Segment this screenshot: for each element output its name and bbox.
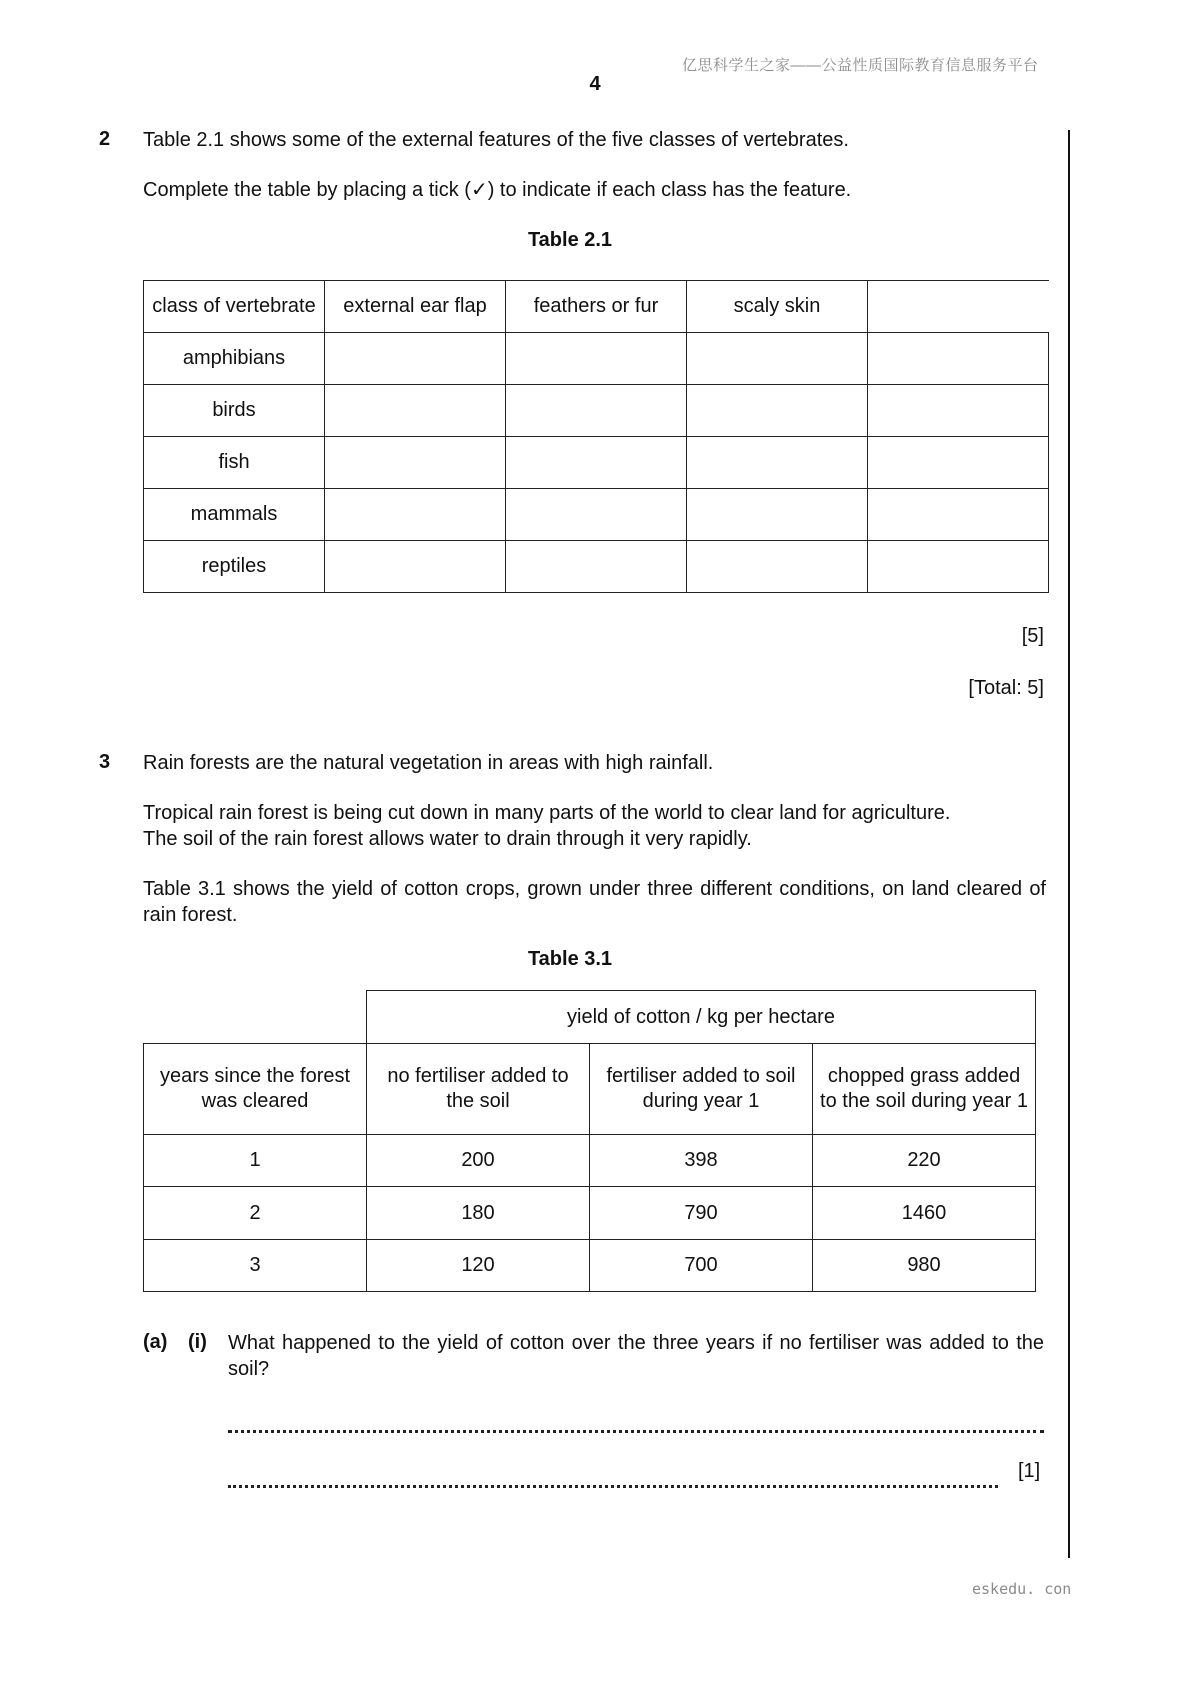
tick-cell[interactable] <box>325 385 506 437</box>
tick-cell[interactable] <box>325 489 506 541</box>
tick-cell[interactable] <box>868 437 1049 489</box>
tick-cell[interactable] <box>506 437 687 489</box>
question-3-para1: Rain forests are the natural vegetation in areas with high rainfall. <box>143 752 714 774</box>
table-cell: 1 <box>144 1135 367 1187</box>
table-cell: 180 <box>367 1187 590 1240</box>
table-row <box>144 489 1049 541</box>
question-2-total: [Total: 5] <box>968 677 1044 699</box>
vertebrate-class: mammals <box>144 489 325 541</box>
vertebrate-class: fish <box>144 437 325 489</box>
part-i-label: (i) <box>188 1331 207 1353</box>
table-header-cell: no fertiliser added to the soil <box>367 1044 590 1135</box>
tick-cell[interactable] <box>868 489 1049 541</box>
table-cell: 120 <box>367 1240 590 1292</box>
yield-group-header: yield of cotton / kg per hectare <box>367 991 1036 1044</box>
tick-cell[interactable] <box>506 489 687 541</box>
part-a-i-mark: [1] <box>1018 1460 1041 1482</box>
table-row <box>144 385 1049 437</box>
vertebrate-class: amphibians <box>144 333 325 385</box>
table-header-cell: years since the forest was cleared <box>144 1044 367 1135</box>
table-cell: 700 <box>590 1240 813 1292</box>
tick-cell[interactable] <box>868 541 1049 593</box>
answer-line[interactable] <box>228 1430 1044 1433</box>
tick-cell[interactable] <box>687 333 868 385</box>
vertebrate-class: reptiles <box>144 541 325 593</box>
tick-cell[interactable] <box>687 437 868 489</box>
table-header-cell: fertiliser added to soil during year 1 <box>590 1044 813 1135</box>
tick-cell[interactable] <box>868 385 1049 437</box>
table-header-cell: scaly skin <box>687 281 868 333</box>
question-2-intro: Table 2.1 shows some of the external features of the five classes of vertebrates. <box>143 129 849 151</box>
question-3-para2-line2: The soil of the rain forest allows water to drain through it very rapidly. <box>143 828 752 850</box>
question-2-mark: [5] <box>1021 625 1044 647</box>
table-group-header-row <box>144 991 1036 1044</box>
table-header-cell: class of vertebrate <box>144 281 325 333</box>
table-cell: 1460 <box>813 1187 1036 1240</box>
table-cell: 790 <box>590 1187 813 1240</box>
question-2-number: 2 <box>99 128 111 150</box>
margin-rule <box>1068 130 1070 1558</box>
table-3-1 <box>143 990 1036 1292</box>
table-header-row <box>144 281 1049 333</box>
table-row <box>144 437 1049 489</box>
question-3-number: 3 <box>99 751 111 773</box>
table-header-cell: chopped grass added to the soil during year 1 <box>813 1044 1036 1135</box>
tick-cell[interactable] <box>868 333 1049 385</box>
table-row <box>144 1187 1036 1240</box>
table-header-row <box>144 1044 1036 1135</box>
table-header-cell: external ear flap <box>325 281 506 333</box>
table-2-1 <box>143 280 1049 593</box>
tick-cell[interactable] <box>687 489 868 541</box>
footer-watermark: eskedu. con <box>972 1580 1072 1598</box>
table-cell: 200 <box>367 1135 590 1187</box>
tick-cell[interactable] <box>325 437 506 489</box>
page-number: 4 <box>589 73 601 95</box>
table-3-1-caption: Table 3.1 <box>527 948 613 970</box>
answer-line[interactable] <box>228 1485 998 1488</box>
table-cell: 3 <box>144 1240 367 1292</box>
table-row <box>144 333 1049 385</box>
table-2-1-caption: Table 2.1 <box>527 229 613 251</box>
tick-cell[interactable] <box>325 333 506 385</box>
table-row <box>144 541 1049 593</box>
part-a-label: (a) <box>143 1331 168 1353</box>
tick-cell[interactable] <box>687 385 868 437</box>
tick-cell[interactable] <box>506 385 687 437</box>
table-row <box>144 1240 1036 1292</box>
table-header-cell-blank <box>868 281 1049 333</box>
tick-cell[interactable] <box>325 541 506 593</box>
table-cell: 220 <box>813 1135 1036 1187</box>
table-header-cell: feathers or fur <box>506 281 687 333</box>
tick-cell[interactable] <box>506 541 687 593</box>
question-3-para2-line1: Tropical rain forest is being cut down in many parts of the world to clear land for agriculture. <box>143 802 951 824</box>
question-2-instruction: Complete the table by placing a tick (✓) to indicate if each class has the feature. <box>143 179 852 201</box>
table-row <box>144 1135 1036 1187</box>
question-3-para3: Table 3.1 shows the yield of cotton crops, grown under three different conditions, on land cleared of rain forest. <box>143 878 1046 926</box>
vertebrate-class: birds <box>144 385 325 437</box>
header-watermark: 亿思科学生之家——公益性质国际教育信息服务平台 <box>682 57 1039 74</box>
tick-cell[interactable] <box>506 333 687 385</box>
table-cell: 2 <box>144 1187 367 1240</box>
table-blank-corner <box>144 991 367 1044</box>
table-cell: 398 <box>590 1135 813 1187</box>
table-cell: 980 <box>813 1240 1036 1292</box>
tick-cell[interactable] <box>687 541 868 593</box>
part-a-i-question: What happened to the yield of cotton over the three years if no fertiliser was added to the soil? <box>228 1332 1044 1380</box>
